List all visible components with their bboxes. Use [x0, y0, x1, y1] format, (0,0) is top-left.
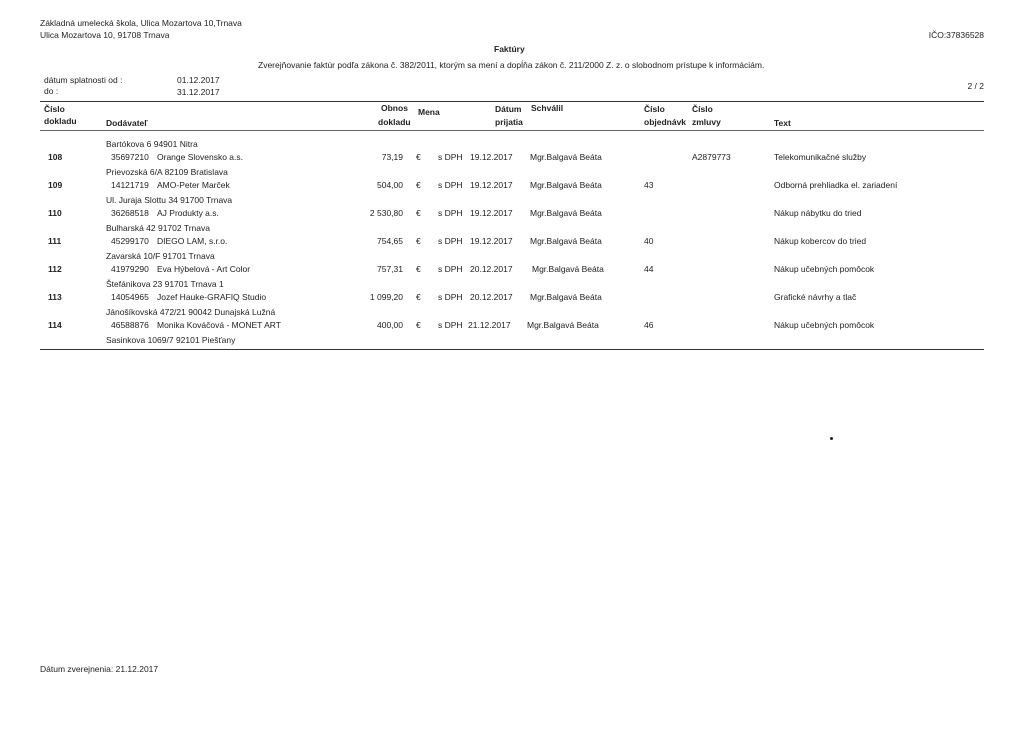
vat-flag: s DPH: [438, 292, 463, 302]
received-date: 20.12.2017: [470, 264, 513, 274]
table-row: [0, 208, 1024, 222]
col-amount-header-2: dokladu: [378, 117, 411, 127]
currency: €: [416, 236, 421, 246]
table-top-rule: [40, 101, 984, 102]
currency: €: [416, 180, 421, 190]
invoice-number: 109: [48, 180, 63, 190]
invoice-text: Grafické návrhy a tlač: [774, 292, 857, 302]
supplier-address: Jánošíkovská 472/21 90042 Dunajská Lužná: [106, 307, 276, 317]
received-date: 19.12.2017: [470, 236, 513, 246]
approver: Mgr.Balgavá Beáta: [530, 292, 602, 302]
order-number: 46: [644, 320, 654, 330]
invoice-amount: 1 099,20: [369, 292, 403, 302]
document-title: Faktúry: [494, 44, 525, 54]
col-order-header-2: objednávk: [644, 117, 687, 127]
col-number-header-1: Číslo: [44, 104, 65, 114]
supplier-name: AMO-Peter Marček: [157, 180, 230, 190]
invoice-amount: 2 530,80: [369, 208, 403, 218]
approver: Mgr.Balgavá Beáta: [530, 180, 602, 190]
invoice-number: 110: [48, 208, 62, 218]
contract-number: A2879773: [692, 152, 731, 162]
supplier-address: Bartókova 6 94901 Nitra: [106, 139, 198, 149]
supplier-ico: 41979290: [111, 264, 149, 274]
table-row: [0, 292, 1024, 306]
approver: Mgr.Balgavá Beáta: [530, 208, 602, 218]
supplier-address: Bulharská 42 91702 Trnava: [106, 223, 210, 233]
invoice-text: Nákup učebných pomôcok: [774, 264, 875, 274]
supplier-ico: 45299170: [111, 236, 149, 246]
ico-number: IČO:37836528: [928, 30, 984, 40]
organization-name: Základná umelecká škola, Ulica Mozartova 10,Trnava: [40, 18, 242, 28]
col-date-header-2: prijatia: [495, 117, 523, 127]
order-number: 40: [644, 236, 654, 246]
invoice-amount: 757,31: [377, 264, 403, 274]
due-from-date: 01.12.2017: [177, 75, 220, 85]
invoice-number: 113: [48, 292, 62, 302]
supplier-ico: 35697210: [111, 152, 149, 162]
invoice-number: 112: [48, 264, 62, 274]
invoice-number: 114: [48, 320, 62, 330]
due-to-date: 31.12.2017: [177, 87, 220, 97]
organization-address: Ulica Mozartova 10, 91708 Trnava: [40, 30, 170, 40]
supplier-ico: 36268518: [111, 208, 149, 218]
scan-speck: [830, 437, 833, 440]
received-date: 21.12.2017: [468, 320, 511, 330]
invoice-amount: 504,00: [377, 180, 403, 190]
invoice-amount: 400,00: [377, 320, 403, 330]
supplier-address: Štefánikova 23 91701 Trnava 1: [106, 279, 224, 289]
publication-date: Dátum zverejnenia: 21.12.2017: [40, 664, 159, 674]
invoice-amount: 73,19: [381, 152, 403, 162]
supplier-ico: 46588876: [111, 320, 149, 330]
col-amount-header-1: Obnos: [381, 103, 408, 113]
table-row: [0, 320, 1024, 334]
supplier-name: AJ Produkty a.s.: [157, 208, 219, 218]
col-number-header-2: dokladu: [44, 116, 77, 126]
supplier-address: Zavarská 10/F 91701 Trnava: [106, 251, 215, 261]
col-text-header: Text: [774, 118, 791, 128]
invoice-text: Nákup učebných pomôcok: [774, 320, 875, 330]
supplier-name: Eva Hýbelová - Art Color: [157, 264, 251, 274]
supplier-address: Ul. Juraja Slottu 34 91700 Trnava: [106, 195, 233, 205]
currency: €: [416, 320, 421, 330]
invoice-amount: 754,65: [377, 236, 403, 246]
vat-flag: s DPH: [438, 264, 463, 274]
due-from-label: dátum splatnosti od :: [44, 75, 123, 85]
received-date: 20.12.2017: [470, 292, 513, 302]
order-number: 44: [644, 264, 654, 274]
table-bottom-rule: [40, 349, 984, 350]
currency: €: [416, 152, 421, 162]
invoice-number: 108: [48, 152, 63, 162]
col-date-header-1: Dátum: [495, 104, 522, 114]
table-row: [0, 264, 1024, 278]
supplier-name: DIEGO LAM, s.r.o.: [157, 236, 228, 246]
table-row: [0, 152, 1024, 166]
supplier-address: Sasinkova 1069/7 92101 Piešťany: [106, 335, 236, 345]
col-approver-header: Schválil: [531, 103, 564, 113]
vat-flag: s DPH: [438, 152, 463, 162]
currency: €: [416, 292, 421, 302]
invoice-text: Telekomunikačné služby: [774, 152, 867, 162]
vat-flag: s DPH: [438, 180, 463, 190]
col-contract-header-1: Číslo: [692, 104, 713, 114]
col-order-header-1: Číslo: [644, 104, 665, 114]
page-number: 2 / 2: [967, 81, 984, 91]
approver: Mgr.Balgavá Beáta: [530, 236, 602, 246]
table-row: [0, 180, 1024, 194]
invoice-text: Odborná prehliadka el. zariadení: [774, 180, 898, 190]
vat-flag: s DPH: [438, 236, 463, 246]
col-contract-header-2: zmluvy: [692, 117, 721, 127]
supplier-address: Prievozská 6/A 82109 Bratislava: [106, 167, 228, 177]
col-currency-header: Mena: [418, 107, 440, 117]
table-row: [0, 236, 1024, 250]
invoice-number: 111: [48, 236, 62, 246]
supplier-ico: 14121719: [111, 180, 149, 190]
supplier-name: Monika Kováčová - MONET ART: [157, 320, 281, 330]
due-to-label: do :: [44, 86, 59, 96]
invoice-text: Nákup kobercov do tried: [774, 236, 867, 246]
supplier-name: Jozef Hauke-GRAFIQ Studio: [157, 292, 267, 302]
approver: Mgr.Balgavá Beáta: [532, 264, 604, 274]
approver: Mgr.Balgavá Beáta: [527, 320, 599, 330]
received-date: 19.12.2017: [470, 180, 513, 190]
currency: €: [416, 264, 421, 274]
supplier-name: Orange Slovensko a.s.: [157, 152, 243, 162]
document-subtitle: Zverejňovanie faktúr podľa zákona č. 382/2011, ktorým sa mení a dopĺňa zákon č. 211/2000 Z. z. o slobodnom prístupe k informáciám.: [258, 60, 765, 70]
received-date: 19.12.2017: [470, 208, 513, 218]
invoice-text: Nákup nábytku do tried: [774, 208, 862, 218]
header-bottom-rule: [40, 130, 984, 131]
vat-flag: s DPH: [438, 320, 463, 330]
vat-flag: s DPH: [438, 208, 463, 218]
supplier-ico: 14054965: [111, 292, 149, 302]
col-supplier-header: Dodávateľ: [106, 118, 148, 128]
received-date: 19.12.2017: [470, 152, 513, 162]
approver: Mgr.Balgavá Beáta: [530, 152, 602, 162]
order-number: 43: [644, 180, 654, 190]
currency: €: [416, 208, 421, 218]
